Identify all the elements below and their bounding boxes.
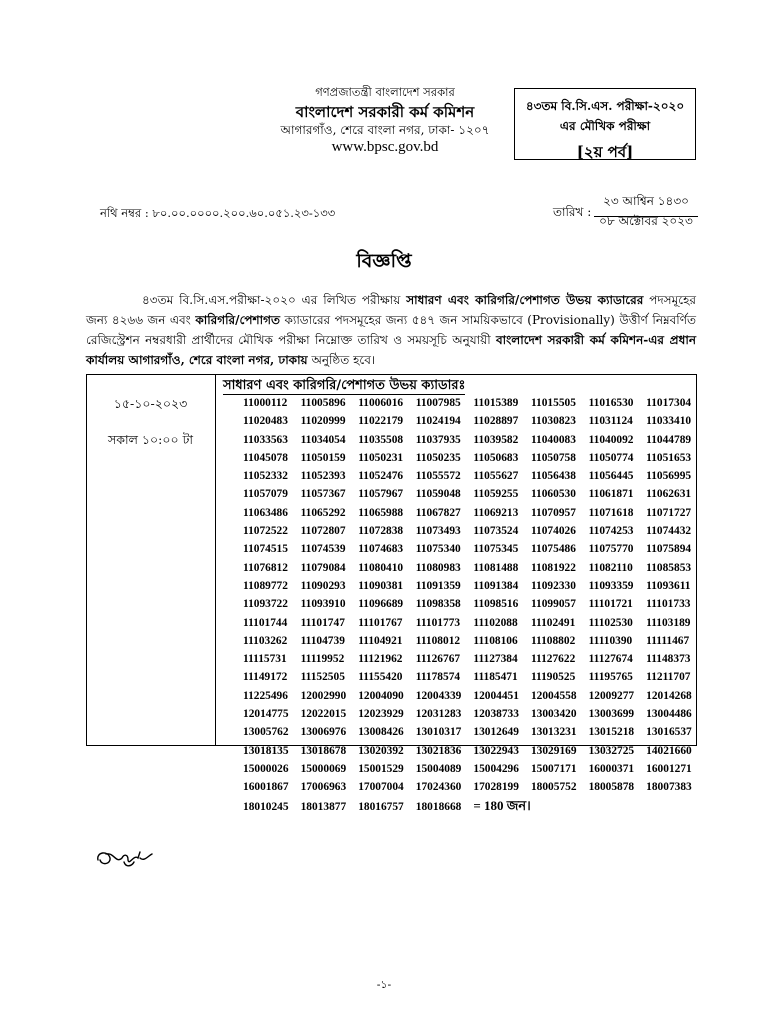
exam-date: ১৫-১০-২০২৩ [113, 396, 188, 411]
registration-number: 11034054 [300, 433, 346, 446]
registration-number: 11093359 [588, 579, 634, 592]
registration-number: 11190525 [530, 671, 576, 684]
registration-number: 11050683 [473, 451, 519, 464]
registration-number: 11093910 [300, 598, 346, 611]
roll-row [243, 449, 703, 467]
registration-number: 11080410 [358, 561, 404, 574]
registration-number: 11072807 [300, 525, 346, 538]
registration-number: 11127674 [588, 653, 633, 666]
registration-number: 11073493 [415, 525, 461, 538]
registration-number: 11037935 [415, 433, 461, 446]
roll-row [243, 723, 703, 741]
registration-number: 11056438 [530, 470, 576, 483]
para-text-3: ক্যাডারের পদসমূহের জন্য ৫৪৭ জন সাময়িকভাবে (Provisionally) উত্তীর্ণ নিম্নবর্ণিত রেজিস্ট্রেশন নম্বরধারী প্রার্থীদের মৌখিক পরীক্ষা নিম্নোক্ত তারিখ ও সময়সূচি অনুযায়ী [86, 313, 697, 347]
date-gregorian: ০৮ অক্টোবর ২০২৩ [599, 214, 693, 228]
registration-number: 11101767 [358, 616, 403, 629]
registration-number: 11103189 [646, 616, 691, 629]
registration-number: 11104921 [358, 634, 403, 647]
registration-number: 11017304 [646, 397, 692, 409]
roll-row [243, 687, 703, 705]
registration-number: 13020392 [358, 744, 404, 757]
registration-number: 11093611 [646, 579, 691, 592]
roll-row [243, 577, 703, 595]
para-bold-2: কারিগরি/পেশাগত [195, 313, 280, 327]
roll-row [243, 742, 703, 760]
para-text-4: অনুষ্ঠিত হবে। [307, 353, 376, 367]
registration-number: 13021836 [415, 744, 462, 757]
table-divider [215, 374, 216, 746]
signature-image [94, 846, 156, 870]
para-text-2: পদসমূহের জন্য ৪২৬৬ জন এবং [86, 293, 696, 327]
registration-number: 11060530 [530, 488, 576, 501]
registration-number: 11074432 [646, 525, 692, 538]
registration-number: 11081922 [530, 561, 576, 574]
registration-number: 12031283 [415, 708, 462, 721]
registration-number: 11072838 [358, 525, 404, 538]
registration-number: 13003420 [530, 708, 577, 721]
registration-number: 17006963 [300, 781, 347, 794]
registration-number: 11065988 [358, 506, 404, 519]
registration-number: 11033563 [243, 433, 288, 446]
registration-number: 11071727 [646, 506, 692, 519]
registration-number: 11102088 [473, 616, 518, 629]
registration-number: 11075345 [473, 543, 519, 556]
registration-number: 11101744 [243, 616, 288, 629]
roll-row [243, 394, 703, 412]
registration-number: 13005762 [243, 726, 289, 739]
registration-number: 11045078 [243, 451, 288, 464]
registration-number: 11148373 [646, 653, 691, 666]
para-bold-3: বাংলাদেশ সরকারী কর্ম কমিশন-এর প্রধান কার্যালয় আগারগাঁও, শেরে বাংলা নগর, ঢাকায় [86, 333, 696, 367]
registration-number: 11074515 [243, 543, 288, 556]
registration-number: 11051653 [646, 451, 692, 464]
registration-number: 11091359 [415, 579, 461, 592]
registration-number: 17028199 [473, 781, 519, 794]
registration-number: 11091384 [473, 579, 519, 592]
notice-title: বিজ্ঞপ্তি [356, 250, 412, 272]
registration-number: 11185471 [473, 671, 518, 684]
registration-number: 11056995 [646, 470, 692, 483]
registration-number: 12002990 [300, 689, 347, 702]
registration-number: 13015218 [588, 726, 635, 739]
registration-number: 11076812 [243, 561, 288, 574]
registration-number: 15007171 [530, 762, 577, 775]
registration-number: 11101733 [646, 598, 691, 611]
registration-number: 16001271 [646, 762, 692, 775]
registration-number: 11115731 [243, 653, 287, 666]
registration-number: 11103262 [243, 634, 288, 647]
registration-number: 11096689 [358, 598, 404, 611]
registration-number: 11055627 [473, 470, 519, 483]
registration-number: 16000371 [588, 762, 635, 775]
registration-number: 11057367 [300, 488, 346, 501]
registration-number: 13022943 [473, 744, 519, 757]
exam-name: ৪৩তম বি.সি.এস. পরীক্ষা-২০২০ [525, 99, 685, 113]
registration-number: 11075340 [415, 543, 461, 556]
registration-number: 11020999 [300, 415, 346, 428]
registration-number: 13008426 [358, 726, 404, 739]
registration-number: 11006016 [358, 397, 404, 409]
registration-number: 11050774 [588, 451, 634, 464]
registration-number: 11024194 [415, 415, 461, 428]
registration-number: 11081488 [473, 561, 519, 574]
registration-number: 11031124 [588, 415, 633, 428]
registration-number: 11101721 [588, 598, 633, 611]
registration-number: 12004339 [415, 689, 462, 702]
memo-number: নথি নম্বর : ৮০.০০.০০০০.২০০.৬০.০৫১.২৩-১৩৩ [100, 206, 336, 220]
registration-number: 11007985 [415, 397, 461, 409]
registration-number: 11065292 [300, 506, 346, 519]
registration-number: 11127384 [473, 653, 518, 666]
registration-number: 11225496 [243, 689, 288, 702]
date-label: তারিখ : [553, 205, 592, 219]
registration-number: 11119952 [300, 653, 345, 666]
roll-row [243, 485, 703, 503]
registration-number: 11028897 [473, 415, 519, 428]
registration-number: 17024360 [415, 781, 462, 794]
registration-number: 11005896 [300, 397, 346, 409]
registration-number: 11071618 [588, 506, 634, 519]
registration-number: 11059255 [473, 488, 519, 501]
registration-number: 11102491 [530, 616, 576, 629]
registration-number: 11075894 [646, 543, 692, 556]
registration-number: 11022179 [358, 415, 404, 428]
registration-number: 11062631 [646, 488, 692, 501]
registration-number: 13032725 [588, 744, 635, 757]
registration-number: 18007383 [646, 781, 692, 794]
registration-number: 11082110 [588, 561, 633, 574]
registration-number: 11050231 [358, 451, 404, 464]
registration-number: 12009277 [588, 689, 635, 702]
registration-number: 18016757 [358, 800, 404, 813]
date-bangla: ২৩ আশ্বিন ১৪৩০ [594, 193, 698, 217]
registration-number: 11092330 [530, 579, 576, 592]
registration-number: 11069213 [473, 506, 519, 519]
registration-number: 11195765 [588, 671, 633, 684]
registration-number: 11121962 [358, 653, 403, 666]
registration-number: 11057967 [358, 488, 404, 501]
registration-number: 11052476 [358, 470, 404, 483]
registration-number: 11104739 [300, 634, 345, 647]
registration-number: 11075486 [530, 543, 576, 556]
registration-number: 12004451 [473, 689, 519, 702]
roll-row [243, 632, 703, 650]
registration-number: 11090293 [300, 579, 346, 592]
registration-number: 11098358 [415, 598, 461, 611]
registration-number: 15000026 [243, 762, 289, 775]
roll-row [243, 650, 703, 668]
registration-number: 11074683 [358, 543, 404, 556]
registration-number: 11074539 [300, 543, 346, 556]
government-line: গণপ্রজাতন্ত্রী বাংলাদেশ সরকার [315, 85, 455, 99]
registration-number: 11110390 [588, 634, 633, 647]
registration-number: 11050758 [530, 451, 576, 464]
registration-number: 12038733 [473, 708, 519, 721]
registration-number: 11090381 [358, 579, 404, 592]
registration-number: 11152505 [300, 671, 345, 684]
registration-number: 11020483 [243, 415, 288, 428]
roll-row [243, 467, 703, 485]
roll-row-last [243, 797, 703, 816]
roll-row [243, 595, 703, 613]
roll-row [243, 705, 703, 723]
registration-number: 11073524 [473, 525, 519, 538]
registration-number: 11039582 [473, 433, 519, 446]
registration-number: 13016537 [646, 726, 692, 739]
registration-number: 11000112 [243, 397, 288, 409]
registration-number: 11070957 [530, 506, 576, 519]
candidate-total: = 180 জন। [473, 797, 531, 813]
registration-number: 11067827 [415, 506, 461, 519]
registration-number: 11063486 [243, 506, 288, 519]
registration-number: 18018668 [415, 800, 462, 813]
registration-number: 15004089 [415, 762, 462, 775]
registration-number: 11035508 [358, 433, 404, 446]
exam-info-box [514, 88, 696, 160]
registration-number: 11015505 [530, 397, 576, 409]
registration-number: 11044789 [646, 433, 692, 446]
registration-number: 11074026 [530, 525, 576, 538]
commission-name: বাংলাদেশ সরকারী কর্ম কমিশন [295, 103, 475, 121]
page-number: -১- [376, 978, 392, 991]
registration-number: 12014775 [243, 708, 289, 721]
website-link[interactable]: www.bpsc.gov.bd [331, 139, 439, 155]
registration-number: 11072522 [243, 525, 288, 538]
notice-paragraph [86, 290, 696, 370]
registration-number: 18005752 [530, 781, 577, 794]
registration-number-list [243, 394, 703, 816]
roll-row [243, 431, 703, 449]
registration-number: 11050159 [300, 451, 346, 464]
registration-number: 11052393 [300, 470, 346, 483]
roll-row [243, 778, 703, 796]
registration-number: 11126767 [415, 653, 461, 666]
registration-number: 11057079 [243, 488, 288, 501]
registration-number: 11111467 [646, 634, 690, 647]
registration-number: 13013231 [530, 726, 577, 739]
registration-number: 13029169 [530, 744, 577, 757]
roll-row [243, 504, 703, 522]
para-bold-1: সাধারণ এবং কারিগরি/পেশাগত উভয় ক্যাডারের [406, 293, 644, 307]
registration-number: 14021660 [646, 744, 692, 757]
roll-row [243, 760, 703, 778]
registration-number: 13018135 [243, 744, 289, 757]
registration-number: 15001529 [358, 762, 404, 775]
exam-time: সকাল ১০:০০ টা [107, 432, 194, 447]
registration-number: 11211707 [646, 671, 691, 684]
roll-row [243, 668, 703, 686]
roll-row [243, 522, 703, 540]
registration-number: 11033410 [646, 415, 692, 428]
registration-number: 11075770 [588, 543, 634, 556]
registration-number: 11155420 [358, 671, 403, 684]
registration-number: 18013877 [300, 800, 347, 813]
registration-number: 11085853 [646, 561, 692, 574]
commission-address: আগারগাঁও, শেরে বাংলা নগর, ঢাকা- ১২০৭ [280, 123, 490, 137]
exam-type: এর মৌখিক পরীক্ষা [559, 119, 651, 133]
registration-number: 12022015 [300, 708, 347, 721]
registration-number: 13004486 [646, 708, 692, 721]
registration-number: 11052332 [243, 470, 288, 483]
registration-number: 13006976 [300, 726, 347, 739]
cadre-heading: সাধারণ এবং কারিগরি/পেশাগত উভয় ক্যাডারঃ [223, 378, 466, 393]
registration-number: 16001867 [243, 781, 289, 794]
registration-number: 13003699 [588, 708, 635, 721]
roll-row [243, 540, 703, 558]
roll-row [243, 412, 703, 430]
registration-number: 15004296 [473, 762, 519, 775]
roll-row [243, 559, 703, 577]
registration-number: 11059048 [415, 488, 461, 501]
registration-number: 18005878 [588, 781, 635, 794]
registration-number: 11101773 [415, 616, 461, 629]
registration-number: 13010317 [415, 726, 462, 739]
registration-number: 11102530 [588, 616, 633, 629]
registration-number: 11016530 [588, 397, 634, 409]
registration-number: 12023929 [358, 708, 404, 721]
registration-number: 12014268 [646, 689, 692, 702]
registration-number: 17007004 [358, 781, 404, 794]
registration-number: 11040083 [530, 433, 576, 446]
registration-number: 11089772 [243, 579, 288, 592]
registration-number: 11108106 [473, 634, 518, 647]
registration-number: 12004090 [358, 689, 404, 702]
registration-number: 12004558 [530, 689, 577, 702]
registration-number: 11040092 [588, 433, 634, 446]
registration-number: 11030823 [530, 415, 576, 428]
registration-number: 13012649 [473, 726, 519, 739]
registration-number: 11079084 [300, 561, 346, 574]
registration-number: 11080983 [415, 561, 461, 574]
registration-number: 18010245 [243, 800, 289, 813]
registration-number: 11015389 [473, 397, 519, 409]
registration-number: 11101747 [300, 616, 345, 629]
para-text-1: ৪৩তম বি.সি.এস.পরীক্ষা-২০২০ এর লিখিত পরীক্ষায় [142, 293, 407, 307]
registration-number: 11061871 [588, 488, 634, 501]
exam-phase: [২য় পর্ব] [576, 143, 634, 161]
registration-number: 11178574 [415, 671, 461, 684]
registration-number: 11093722 [243, 598, 288, 611]
registration-number: 11108012 [415, 634, 461, 647]
registration-number: 11074253 [588, 525, 634, 538]
registration-number: 11127622 [530, 653, 576, 666]
registration-number: 13018678 [300, 744, 347, 757]
registration-number: 11099057 [530, 598, 576, 611]
registration-number: 11098516 [473, 598, 519, 611]
registration-number: 11056445 [588, 470, 634, 483]
registration-number: 11050235 [415, 451, 461, 464]
registration-number: 15000069 [300, 762, 347, 775]
registration-number: 11149172 [243, 671, 288, 684]
roll-row [243, 614, 703, 632]
registration-number: 11108802 [530, 634, 576, 647]
registration-number: 11055572 [415, 470, 461, 483]
